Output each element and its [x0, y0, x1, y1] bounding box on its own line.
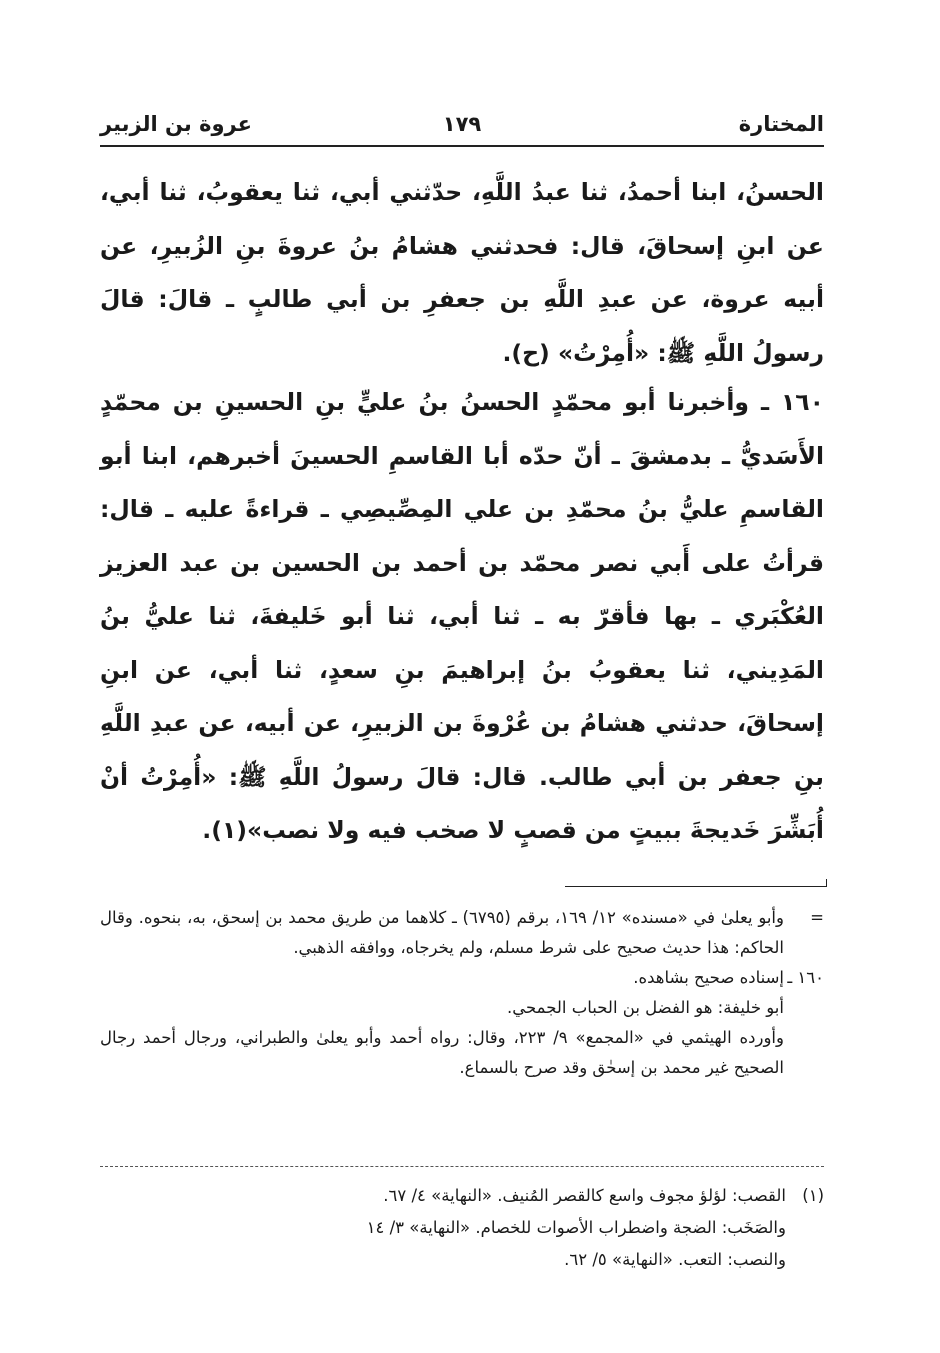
continuation-marker: =	[810, 908, 824, 927]
footnote-1-line-1	[100, 1180, 824, 1212]
footnote-separator	[100, 1166, 824, 1167]
note-160-line-1: إسناده صحيح بشاهده.	[633, 968, 784, 987]
note-continuation	[100, 903, 824, 963]
footnote-1-line-3	[100, 1244, 824, 1276]
footnote-1-marker: (١)	[802, 1186, 824, 1205]
footnotes	[100, 1180, 824, 1276]
main-paragraph-1: الحسنُ، ابنا أحمدُ، ثنا عبدُ اللَّهِ، حدّثني أبي، ثنا يعقوبُ، ثنا أبي، عن ابنِ إسحاقَ، قال: فحدثني هشامُ بنُ عروةَ بنِ الزُبيرِ، عن أبيه عروة، عن عبدِ اللَّهِ بن جعفرِ بن أبي طالبٍ ـ قالَ: قالَ رسولُ اللَّهِ ﷺ: «أُمِرْتُ» (ح).	[100, 178, 824, 367]
footnote-1-line-2	[100, 1212, 824, 1244]
header-rule	[100, 145, 824, 147]
continuation-text: وأبو يعلىٰ في «مسنده» ١٢/ ١٦٩، برقم (٦٧٩٥) ـ كلاهما من طريق محمد بن إسحق، به، بنحوه. وقال الحاكم: هذا حديث صحيح على شرط مسلم، ولم يخرجاه، ووافقه الذهبي.	[100, 908, 784, 957]
chapter-title: عروة بن الزبير	[100, 112, 252, 136]
note-160-line-2: أبو خليفة: هو الفضل بن الحباب الجمحي.	[507, 998, 784, 1017]
running-header	[100, 112, 824, 142]
book-title: المختارة	[738, 112, 824, 136]
page-number: ١٧٩	[442, 112, 482, 136]
notes-separator-tick	[826, 879, 827, 887]
notes-separator	[565, 886, 827, 887]
commentary-notes	[100, 903, 824, 1083]
note-160-marker: ١٦٠ ـ	[787, 968, 824, 987]
footnote-1-text: القصب: لؤلؤ مجوف واسع كالقصر المُنيف. «النهاية» ٤/ ٦٧.	[383, 1186, 786, 1205]
hadith-160-paragraph: ١٦٠ ـ وأخبرنا أبو محمّدٍ الحسنُ بنُ عليٍّ بنِ الحسينِ بن محمّدٍ الأَسَديُّ ـ بدمشقَ ـ أنّ حدّه أبا القاسمِ الحسينَ أخبرهم، ابنا أبو القاسمِ عليُّ بنُ محمّدِ بن علي المِصِّيصِي ـ قراءةً عليه ـ قال: قرأتُ على أَبي نصر محمّد بن أحمد بن الحسين بن عبد العزيز العُكْبَري ـ بها فأقرّ به ـ ثنا أبي، ثنا أبو خَليفةَ، ثنا عليُّ بنُ المَدِيني، ثنا يعقوبُ بنُ إبراهيمَ بنِ سعدٍ، ثنا أبي، عن ابنِ إسحاقَ، حدثني هشامُ بن عُرْوةَ بن الزبيرِ، عن أبيه، عن عبدِ اللَّهِ بنِ جعفر بن أبي طالب. قال: قالَ رسولُ اللَّهِ ﷺ: «أُمِرْتُ أنْ أُبَشِّرَ خَديجةَ ببيتٍ من قصبٍ لا صخب فيه ولا نصب»(١).	[100, 388, 824, 844]
footnote-1-text-3: والنصب: التعب. «النهاية» ٥/ ٦٢.	[564, 1250, 786, 1269]
note-160	[100, 963, 824, 1083]
note-160-line-3: وأورده الهيثمي في «المجمع» ٩/ ٢٢٣، وقال: رواه أحمد وأبو يعلىٰ والطبراني، ورجال أحمد رجال الصحيح غير محمد بن إسحٰق وقد صرح بالسماع.	[100, 1028, 784, 1077]
footnote-1-text-2: والصَخَب: الضجة واضطراب الأصوات للخصام. «النهاية» ٣/ ١٤	[366, 1218, 786, 1237]
